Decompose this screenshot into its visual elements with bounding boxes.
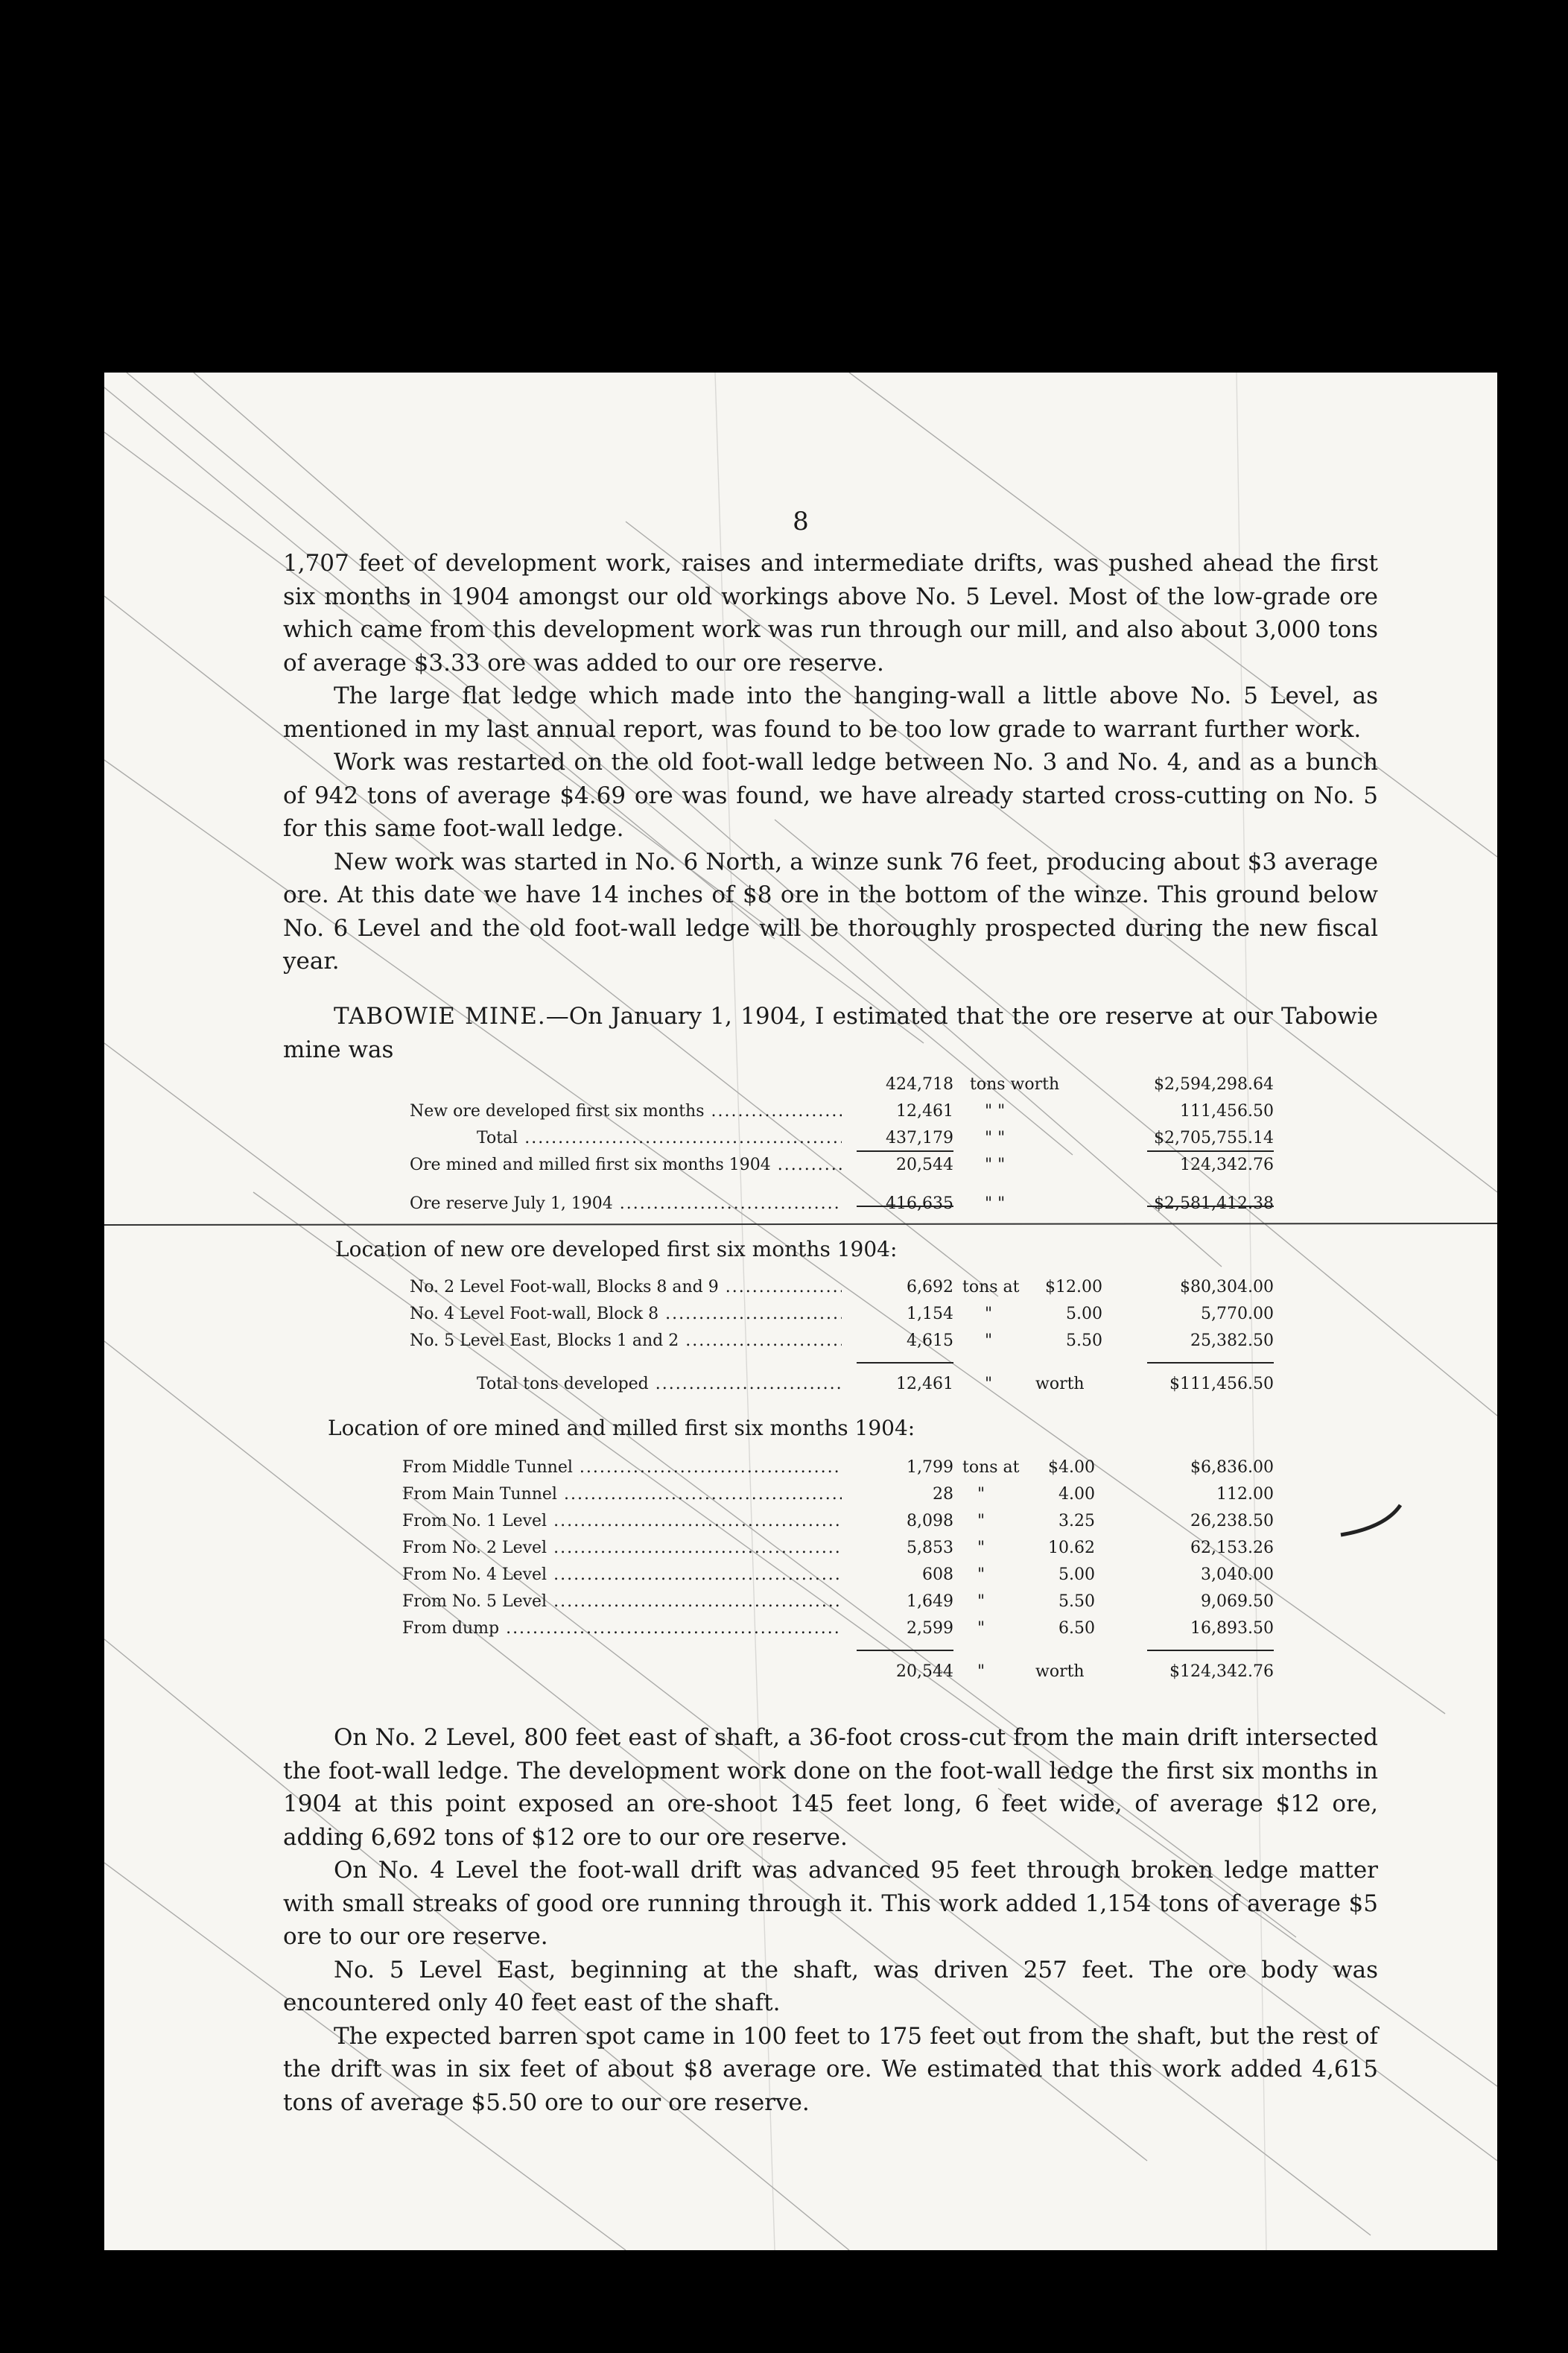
table-row: 424,718 tons worth $2,594,298.64 (886, 1075, 1274, 1094)
developed-title: Location of new ore developed first six months 1904: (335, 1237, 898, 1261)
table-row: No. 4 Level Foot-wall, Block 8 ..... 1,154 " 5.00 5,770.00 (410, 1301, 1378, 1328)
intro-paragraph-1: 1,707 feet of development work, raises and intermediate drifts, was pushed ahead the first six months in 1904 amongst our old workings above No. 5 Level. Most of the low-grade ore which came from this development work was run through our mill, and also about 3,000 tons of average $3.33 ore was added to our ore reserve. (283, 550, 1378, 677)
table-row: New ore developed first six months ..... 12,461 " " 111,456.50 (410, 1098, 1378, 1125)
table-row: From Middle Tunnel ..... 1,799 tons at $4.00 $6,836.00 (402, 1454, 1371, 1481)
sum-rule (857, 1650, 953, 1651)
table-row: 20,544 " worth $124,342.76 (896, 1662, 1274, 1681)
table-row: From dump ..... 2,599 " 6.50 16,893.50 (402, 1615, 1371, 1642)
developed-table (410, 1274, 1378, 1398)
reserve-table (410, 1071, 1378, 1217)
sum-rule (857, 1206, 953, 1207)
sum-rule (1147, 1650, 1274, 1651)
table-row: Ore mined and milled first six months 1904 ..... 20,544 " " 124,342.76 (410, 1152, 1378, 1179)
table-row: From No. 4 Level ..... 608 " 5.00 3,040.00 (402, 1562, 1371, 1589)
document-page (104, 373, 1497, 2250)
closing-paragraph-2: On No. 4 Level the foot-wall drift was advanced 95 feet through broken ledge matter with small streaks of good ore running through it. This work added 1,154 tons of average $5 ore to our ore reserve. (283, 1857, 1378, 1950)
intro-paragraph-2: The large flat ledge which made into the hanging-wall a little above No. 5 Level, as mentioned in my last annual report, was found to be too low grade to warrant further work. (283, 683, 1378, 743)
table-row: From Main Tunnel ..... 28 " 4.00 112.00 (402, 1481, 1371, 1508)
table-row: Total tons developed ..... 12,461 " worth $111,456.50 (410, 1371, 1378, 1398)
sum-rule (1147, 1206, 1274, 1207)
sum-rule (1147, 1362, 1274, 1364)
closing-text (283, 1721, 1378, 2119)
tabowie-intro (283, 1000, 1378, 1066)
closing-paragraph-4: The expected barren spot came in 100 feet to 175 feet out from the shaft, but the rest of the drift was in six feet of about $8 average ore. We estimated that this work added 4,615 tons of average $5.50 ore to our ore reserve. (283, 2022, 1378, 2116)
table-row: Ore reserve July 1, 1904 ..... 416,635 " " $2,581,412.38 (410, 1191, 1378, 1217)
table-row: No. 2 Level Foot-wall, Blocks 8 and 9 ..... 6,692 tons at $12.00 $80,304.00 (410, 1274, 1378, 1301)
intro-paragraph-4: New work was started in No. 6 North, a winze sunk 76 feet, producing about $3 average ore. At this date we have 14 inches of $8 ore in the bottom of the winze. This ground below No. 6 Level and the old foot-wall ledge will be thoroughly prospected during the new fiscal year. (283, 848, 1378, 975)
table-row: From No. 1 Level ..... 8,098 " 3.25 26,238.50 (402, 1508, 1371, 1535)
tabowie-heading-text: —On January 1, 1904, I estimated that the ore reserve at our Tabowie mine was (283, 1003, 1379, 1063)
table-row: From No. 2 Level ..... 5,853 " 10.62 62,153.26 (402, 1535, 1371, 1562)
closing-paragraph-3: No. 5 Level East, beginning at the shaft, was driven 257 feet. The ore body was encountered only 40 feet east of the shaft. (283, 1956, 1378, 2016)
table-row: From No. 5 Level ..... 1,649 " 5.50 9,069.50 (402, 1589, 1371, 1615)
intro-text (283, 547, 1378, 978)
sum-rule (1147, 1150, 1274, 1152)
mined-title: Location of ore mined and milled first six months 1904: (328, 1416, 915, 1440)
page-number: 8 (793, 507, 809, 536)
table-row: Total ..... 437,179 " " $2,705,755.14 (410, 1125, 1378, 1152)
intro-paragraph-3: Work was restarted on the old foot-wall ledge between No. 3 and No. 4, and as a bunch of 942 tons of average $4.69 ore was found, we have already started cross-cutting on No. 5 for this same foot-wall ledge. (283, 749, 1378, 842)
closing-paragraph-1: On No. 2 Level, 800 feet east of shaft, a 36-foot cross-cut from the main drift intersected the foot-wall ledge. The development work done on the foot-wall ledge the first six months in 1904 at this point exposed an ore-shoot 145 feet long, 6 feet wide, of average $12 ore, adding 6,692 tons of $12 ore to our ore reserve. (283, 1724, 1378, 1851)
sum-rule (857, 1362, 953, 1364)
sum-rule (857, 1150, 953, 1152)
table-row: No. 5 Level East, Blocks 1 and 2 ..... 4,615 " 5.50 25,382.50 (410, 1328, 1378, 1355)
mined-table (402, 1454, 1371, 1685)
tabowie-heading: TABOWIE MINE. (334, 1003, 546, 1030)
